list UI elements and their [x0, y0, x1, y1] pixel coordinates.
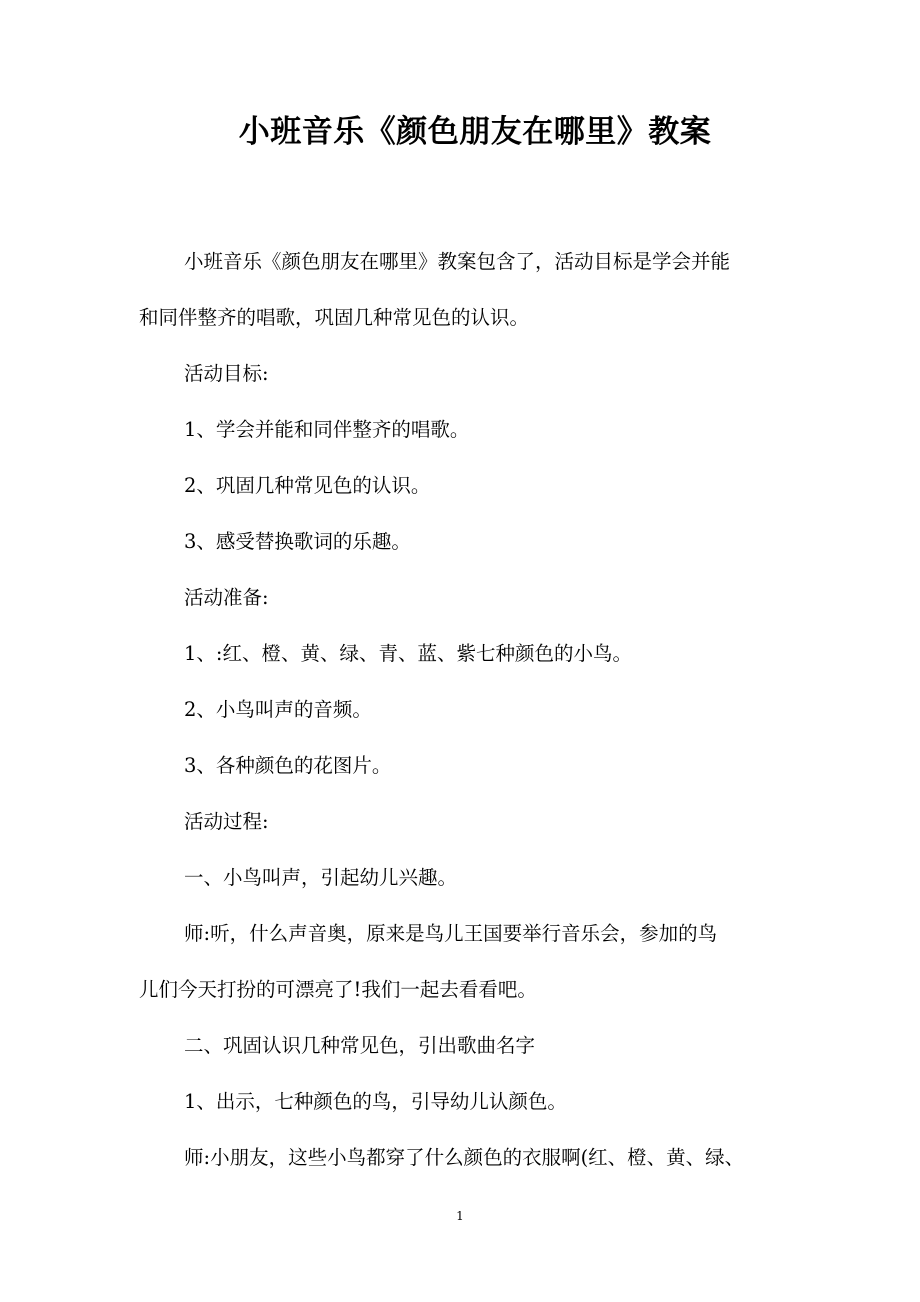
goal-item-2: 2、巩固几种常见色的认识。: [184, 474, 431, 497]
teacher-line-1a: 师:听，什么声音奥，原来是鸟儿王国要举行音乐会，参加的鸟: [184, 922, 718, 945]
document-title: 小班音乐《颜色朋友在哪里》教案: [238, 114, 712, 150]
preparation-item-1: 1、:红、橙、黄、绿、青、蓝、紫七种颜色的小鸟。: [184, 642, 632, 665]
teacher-line-1b: 儿们今天打扮的可漂亮了!我们一起去看看吧。: [139, 978, 537, 1001]
goal-item-1: 1、学会并能和同伴整齐的唱歌。: [184, 418, 470, 441]
paragraph-intro-line-2: 和同伴整齐的唱歌，巩固几种常见色的认识。: [139, 306, 530, 329]
teacher-line-2: 师:小朋友，这些小鸟都穿了什么颜色的衣服啊(红、橙、黄、绿、: [184, 1146, 745, 1169]
section-heading-goals: 活动目标:: [184, 362, 269, 385]
process-step-1: 一、小鸟叫声，引起幼儿兴趣。: [184, 866, 458, 889]
preparation-item-2: 2、小鸟叫声的音频。: [184, 698, 372, 721]
paragraph-intro-line-1: 小班音乐《颜色朋友在哪里》教案包含了，活动目标是学会并能: [184, 250, 731, 273]
goal-item-3: 3、感受替换歌词的乐趣。: [184, 530, 411, 553]
process-step-2: 二、巩固认识几种常见色，引出歌曲名字: [184, 1034, 536, 1057]
section-heading-process: 活动过程:: [184, 810, 269, 833]
document-body: [139, 234, 789, 1186]
page-number: 1: [456, 1209, 464, 1223]
preparation-item-3: 3、各种颜色的花图片。: [184, 754, 392, 777]
section-heading-preparation: 活动准备:: [184, 586, 269, 609]
process-step-2-item-1: 1、出示，七种颜色的鸟，引导幼儿认颜色。: [184, 1090, 567, 1113]
